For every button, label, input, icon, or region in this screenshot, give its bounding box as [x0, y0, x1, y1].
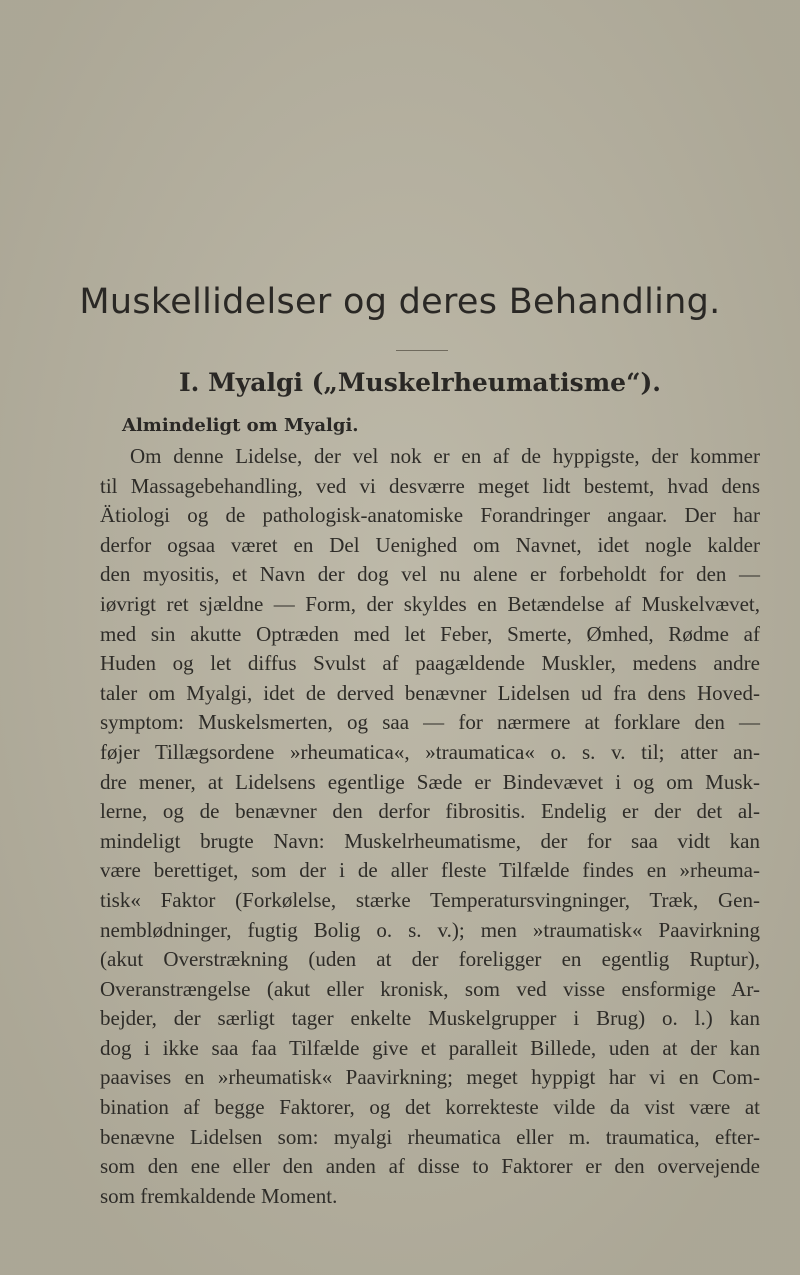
text-line: den myositis, et Navn der dog vel nu alene er forbeholdt for den —: [100, 562, 760, 587]
section-heading: Almindeligt om Myalgi.: [122, 415, 359, 436]
text-line: føjer Tillægsordene »rheumatica«, »traumatica« o. s. v. til; atter an-: [100, 739, 760, 764]
text-line: iøvrigt ret sjældne — Form, der skyldes en Betændelse af Muskelvævet,: [100, 591, 760, 616]
text-line: nemblødninger, fugtig Bolig o. s. v.); men »traumatisk« Paavirkning: [100, 917, 760, 942]
text-line: lerne, og de benævner den derfor fibrositis. Endelig er der det al-: [100, 799, 760, 824]
text-line: Ätiologi og de pathologisk-anatomiske Forandringer angaar. Der har: [100, 503, 760, 528]
text-line: tisk« Faktor (Forkølelse, stærke Temperatursvingninger, Træk, Gen-: [100, 887, 760, 912]
text-line: dog i ikke saa faa Tilfælde give et paralleit Billede, uden at der kan: [100, 1035, 760, 1060]
text-line: være berettiget, som der i de aller fleste Tilfælde findes en »rheuma-: [100, 858, 760, 883]
text-line: derfor ogsaa været en Del Uenighed om Navnet, idet nogle kalder: [100, 532, 760, 557]
text-line: Overanstrængelse (akut eller kronisk, som ved visse ensformige Ar-: [100, 976, 760, 1001]
text-line: som fremkaldende Moment.: [100, 1183, 338, 1208]
text-line: symptom: Muskelsmerten, og saa — for nærmere at forklare den —: [100, 710, 760, 735]
chapter-title: I. Myalgi („Muskelrheumatisme“).: [178, 368, 661, 397]
title-divider: [396, 350, 448, 351]
text-line: benævne Lidelsen som: myalgi rheumatica eller m. traumatica, efter-: [100, 1124, 760, 1149]
text-line: paavises en »rheumatisk« Paavirkning; meget hyppigt har vi en Com-: [100, 1065, 760, 1090]
text-line: (akut Overstrækning (uden at der foreligger en egentlig Ruptur),: [100, 947, 760, 972]
text-line: til Massagebehandling, ved vi desværre meget lidt bestemt, hvad dens: [100, 473, 760, 498]
text-line: dre mener, at Lidelsens egentlige Sæde er Bindevævet i og om Musk-: [100, 769, 760, 794]
text-line: bejder, der særligt tager enkelte Muskelgrupper i Brug) o. l.) kan: [100, 1006, 760, 1031]
book-title: Muskellidelser og deres Behandling.: [79, 282, 721, 322]
text-line: taler om Myalgi, idet de derved benævner Lidelsen ud fra dens Hoved-: [100, 680, 760, 705]
text-line: som den ene eller den anden af disse to Faktorer er den overvejende: [100, 1154, 760, 1179]
text-line: mindeligt brugte Navn: Muskelrheumatisme, der for saa vidt kan: [100, 828, 760, 853]
text-line: Huden og let diffus Svulst af paagældende Muskler, medens andre: [100, 651, 760, 676]
body-paragraph: [100, 442, 760, 1211]
text-line: Om denne Lidelse, der vel nok er en af de hyppigste, der kommer: [130, 444, 760, 468]
text-line: bination af begge Faktorer, og det korrekteste vilde da vist være at: [100, 1095, 760, 1120]
text-line: med sin akutte Optræden med let Feber, Smerte, Ømhed, Rødme af: [100, 621, 760, 646]
